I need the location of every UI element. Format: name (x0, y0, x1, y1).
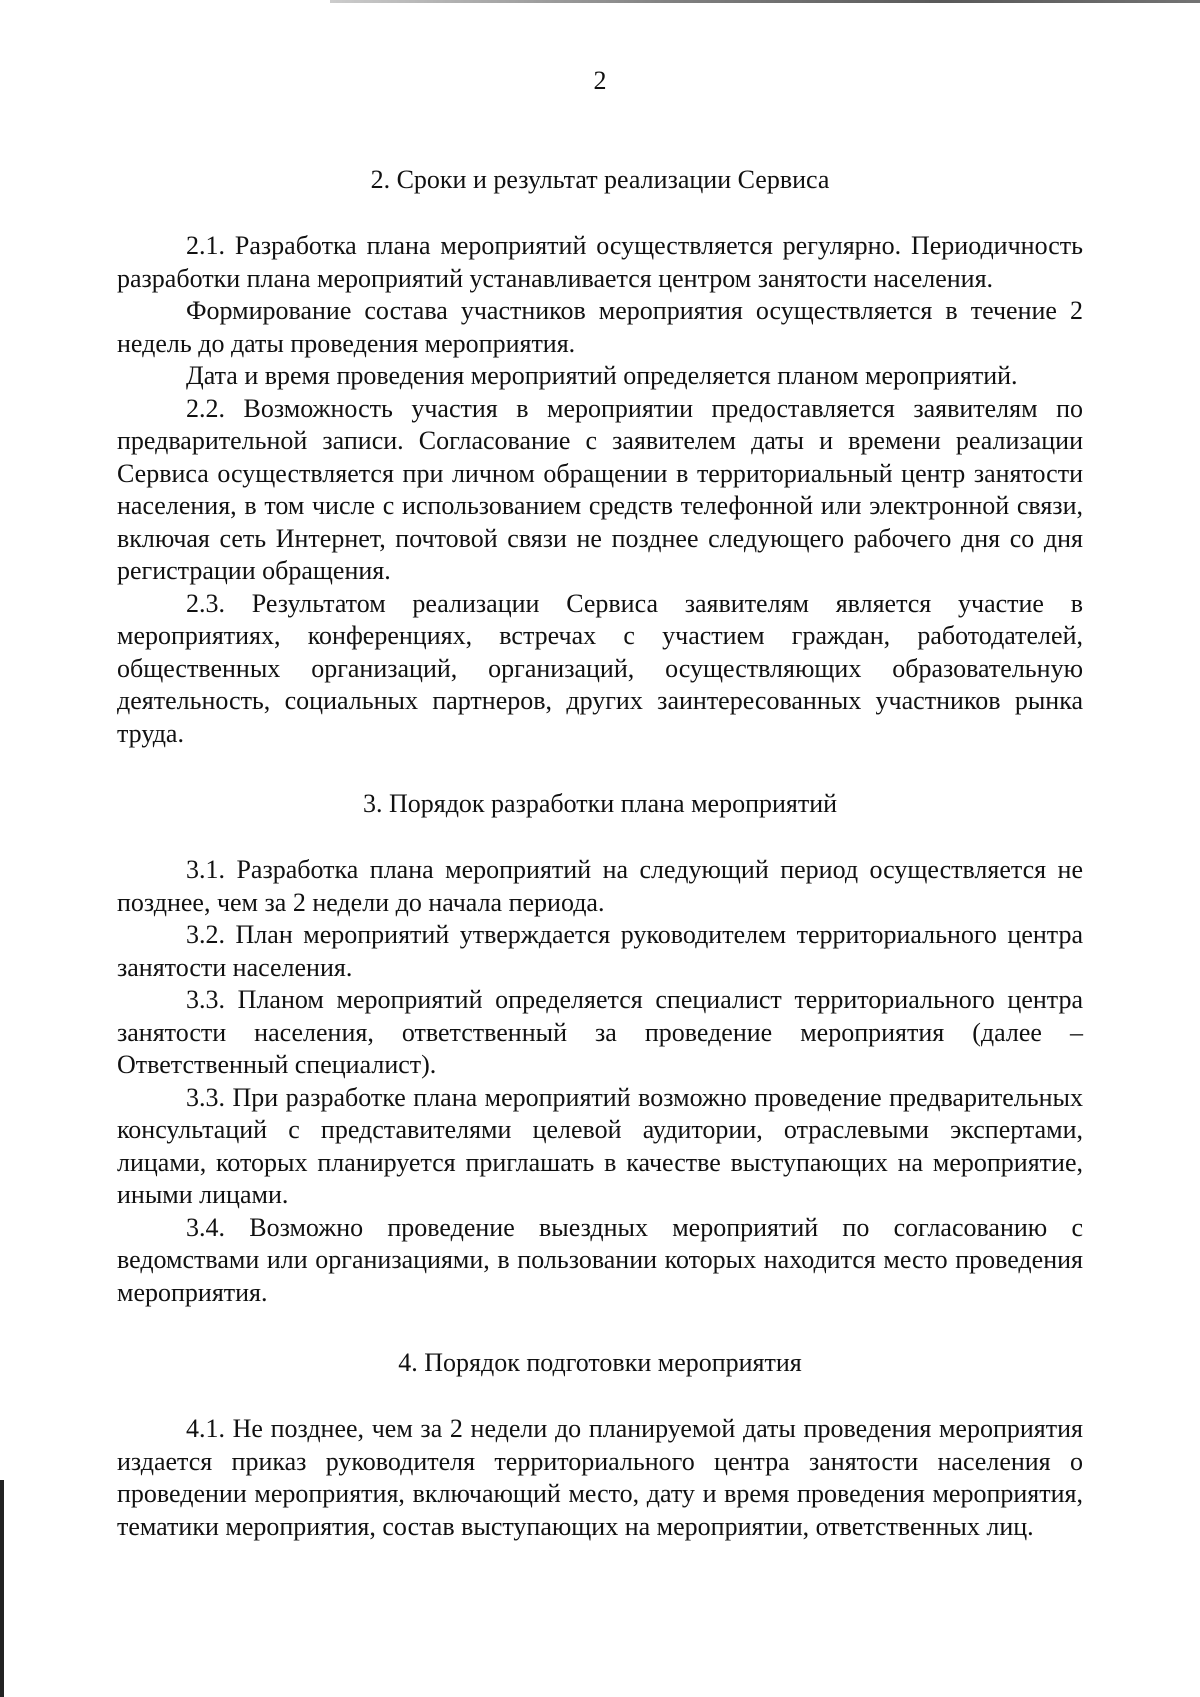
paragraph: Формирование состава участников мероприятия осуществляется в течение 2 недель до даты проведения мероприятия. (117, 296, 1083, 358)
section-3 (117, 788, 1083, 1309)
page-number: 2 (593, 66, 607, 95)
paragraph: Дата и время проведения мероприятий определяется планом мероприятий. (186, 361, 1018, 390)
scan-artifact-left-edge (0, 1480, 4, 1697)
section-title: 3. Порядок разработки плана мероприятий (362, 789, 838, 818)
section-4 (117, 1347, 1083, 1543)
paragraph: 2.3. Результатом реализации Сервиса заявителям является участие в мероприятиях, конференциях, встречах с участием граждан, работодателей, общественных организаций, организаций, осуществляющих образовательную деятельность, социальных партнеров, других заинтересованных участников рынка труда. (117, 588, 1083, 748)
section-2 (117, 164, 1083, 750)
paragraph: 3.1. Разработка плана мероприятий на следующий период осуществляется не позднее, чем за 2 недели до начала периода. (117, 855, 1083, 917)
paragraph: 3.2. План мероприятий утверждается руководителем территориального центра занятости населения. (117, 920, 1083, 982)
paragraph: 3.3. Планом мероприятий определяется специалист территориального центра занятости населения, ответственный за проведение мероприятия (далее – Ответственный специалист). (117, 985, 1083, 1079)
paragraph: 2.1. Разработка плана мероприятий осуществляется регулярно. Периодичность разработки плана мероприятий устанавливается центром занятости населения. (117, 231, 1083, 293)
section-title: 2. Сроки и результат реализации Сервиса (370, 165, 830, 194)
document-body (117, 64, 1083, 1543)
section-title: 4. Порядок подготовки мероприятия (398, 1348, 802, 1377)
scan-artifact-top (330, 0, 1200, 3)
paragraph: 3.3. При разработке плана мероприятий возможно проведение предварительных консультаций с представителями целевой аудитории, отраслевыми экспертами, лицами, которых планируется приглашать в качестве выступающих на мероприятие, иными лицами. (117, 1082, 1083, 1209)
paragraph: 2.2. Возможность участия в мероприятии предоставляется заявителям по предварительной записи. Согласование с заявителем даты и времени реализации Сервиса осуществляется при личном обращении в территориальный центр занятости населения, в том числе с использованием средств телефонной или электронной связи, включая сеть Интернет, почтовой связи не позднее следующего рабочего дня со дня регистрации обращения. (117, 393, 1083, 585)
section-spacer (117, 750, 1083, 788)
paragraph: 3.4. Возможно проведение выездных мероприятий по согласованию с ведомствами или организациями, в пользовании которых находится место проведения мероприятия. (117, 1212, 1083, 1307)
paragraph: 4.1. Не позднее, чем за 2 недели до планируемой даты проведения мероприятия издается приказ руководителя территориального центра занятости населения о проведении мероприятия, включающий место, дату и время проведения мероприятия, тематики мероприятия, состав выступающих на мероприятии, ответственных лиц. (117, 1414, 1083, 1541)
section-spacer (117, 1309, 1083, 1347)
